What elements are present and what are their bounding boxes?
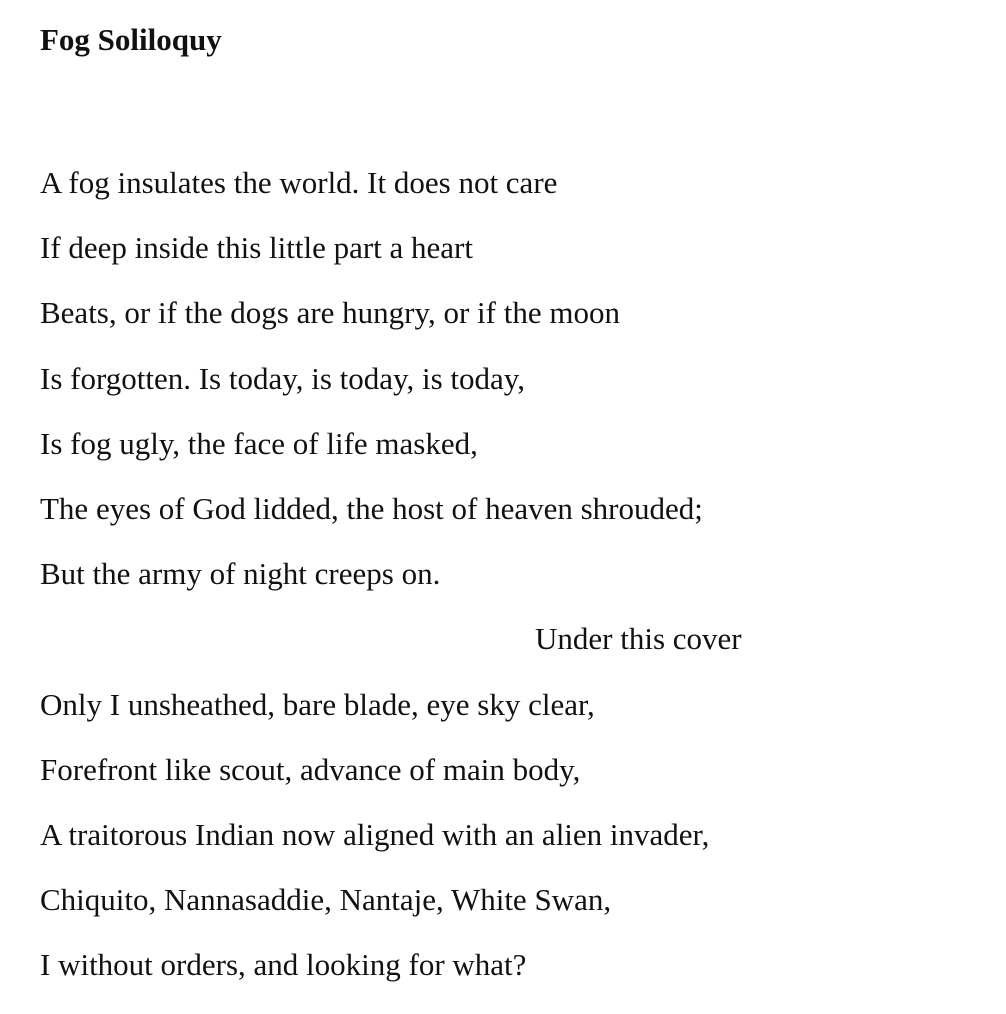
poem-line: The eyes of God lidded, the host of heaven shrouded; <box>40 490 703 526</box>
poem-line: Is forgotten. Is today, is today, is today, <box>40 360 526 396</box>
poem-line: A traitorous Indian now aligned with an alien invader, <box>40 816 710 852</box>
poem-line: A fog insulates the world. It does not care <box>40 165 558 200</box>
poem-title: Fog Soliloquy <box>40 22 222 57</box>
poem-line: Beats, or if the dogs are hungry, or if the moon <box>40 295 620 331</box>
poem-line: If deep inside this little part a heart <box>40 230 473 266</box>
poem-line: I without orders, and looking for what? <box>40 947 527 983</box>
poem-line: But the army of night creeps on. <box>40 556 441 592</box>
poem-body <box>40 150 980 997</box>
poem-line: Forefront like scout, advance of main body, <box>40 751 581 787</box>
poem-line: Is fog ugly, the face of life masked, <box>40 425 478 461</box>
poem-line-indented: Under this cover <box>535 621 742 657</box>
poem-line: Only I unsheathed, bare blade, eye sky clear, <box>40 686 595 722</box>
poem-line: Chiquito, Nannasaddie, Nantaje, White Swan, <box>40 882 612 918</box>
